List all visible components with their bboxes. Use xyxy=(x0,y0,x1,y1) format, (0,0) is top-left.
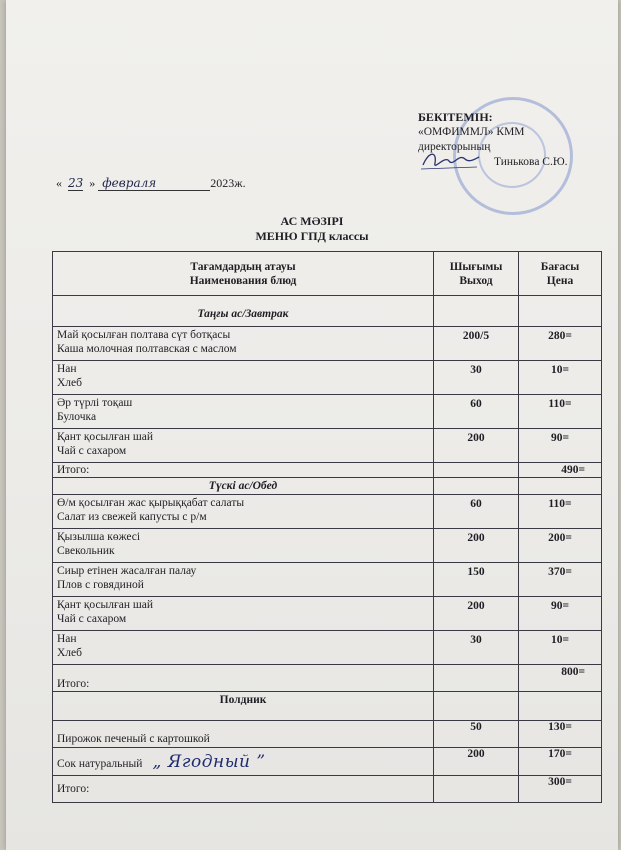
dish-output: 30 xyxy=(434,361,519,395)
dish-name-kz: Нан xyxy=(57,633,77,645)
section-title: Полдник xyxy=(53,692,434,721)
dish-name-ru: Свекольник xyxy=(57,545,115,557)
section-breakfast xyxy=(53,296,602,327)
table-row xyxy=(53,395,602,429)
menu-sheet xyxy=(6,0,618,850)
dish-output: 200 xyxy=(434,748,519,776)
dish-name-ru: Хлеб xyxy=(57,647,82,659)
dish-name: Пирожок печеный с картошкой xyxy=(53,721,434,748)
section-lunch xyxy=(53,478,602,495)
total-value: 300= xyxy=(519,776,602,803)
dish-name: Сок натуральный xyxy=(57,757,143,770)
dish-price: 280= xyxy=(519,327,602,361)
dish-price: 10= xyxy=(519,361,602,395)
total-row-lunch xyxy=(53,665,602,692)
dish-output: 200 xyxy=(434,597,519,631)
dish-price: 90= xyxy=(519,597,602,631)
table-row xyxy=(53,327,602,361)
dish-name-kz: Қант қосылған шай xyxy=(57,599,153,611)
dish-price: 370= xyxy=(519,563,602,597)
header-output-kz: Шығымы xyxy=(449,260,503,273)
header-row xyxy=(53,252,602,296)
header-name xyxy=(53,252,434,296)
dish-name-ru: Чай с сахаром xyxy=(57,445,127,457)
dish-name-kz: Қант қосылған шай xyxy=(57,431,153,443)
approval-position: директорының xyxy=(418,141,491,153)
section-title: Таңғы ас/Завтрак xyxy=(53,296,434,327)
menu-table xyxy=(52,251,602,803)
dish-name-kz: Май қосылған полтава сүт ботқасы xyxy=(57,329,231,341)
dish-output: 60 xyxy=(434,495,519,529)
total-label: Итого: xyxy=(53,463,434,478)
header-output-ru: Выход xyxy=(459,274,493,287)
dish-output: 60 xyxy=(434,395,519,429)
approval-heading: БЕКІТЕМІН: xyxy=(418,110,493,124)
section-title: Түскі ас/Обед xyxy=(53,478,434,495)
dish-output: 200/5 xyxy=(434,327,519,361)
table-row xyxy=(53,361,602,395)
total-label: Итого: xyxy=(53,776,434,803)
date-month: февраля xyxy=(98,176,210,191)
dish-output: 30 xyxy=(434,631,519,665)
header-price xyxy=(519,252,602,296)
total-label: Итого: xyxy=(53,665,434,692)
approval-org: «ОМФИММЛ» КММ xyxy=(418,126,525,138)
table-row xyxy=(53,748,602,776)
dish-output: 50 xyxy=(434,721,519,748)
approval-date xyxy=(56,176,246,191)
header-name-ru: Наименования блюд xyxy=(189,274,297,287)
dish-output: 200 xyxy=(434,529,519,563)
dish-name-ru: Булочка xyxy=(57,411,97,423)
table-row xyxy=(53,597,602,631)
date-close-quote: » xyxy=(89,176,96,190)
dish-name-kz: Ө/м қосылған жас қырыққабат салаты xyxy=(57,497,245,509)
dish-price: 110= xyxy=(519,395,602,429)
table-row xyxy=(53,429,602,463)
total-value: 800= xyxy=(519,665,602,692)
total-row-snack xyxy=(53,776,602,803)
dish-name-kz: Әр түрлі тоқаш xyxy=(57,397,133,409)
dish-name-kz: Сиыр етінен жасалған палау xyxy=(57,565,197,577)
table-row xyxy=(53,529,602,563)
date-day: 23 xyxy=(68,176,84,190)
date-year: 2023ж. xyxy=(210,176,246,190)
title-kz: АС МӘЗІРІ xyxy=(280,214,344,228)
dish-price: 200= xyxy=(519,529,602,563)
header-price-kz: Бағасы xyxy=(540,260,580,273)
dish-name-ru: Салат из свежей капусты с р/м xyxy=(57,511,207,523)
dish-price: 130= xyxy=(519,721,602,748)
total-value: 490= xyxy=(519,463,602,478)
header-price-ru: Цена xyxy=(546,274,574,287)
dish-name-ru: Каша молочная полтавская с маслом xyxy=(57,343,237,355)
date-open-quote: « xyxy=(56,176,62,190)
dish-name-ru: Хлеб xyxy=(57,377,82,389)
dish-price: 10= xyxy=(519,631,602,665)
signature-mark xyxy=(419,145,481,175)
table-row xyxy=(53,495,602,529)
total-row-breakfast xyxy=(53,463,602,478)
dish-price: 90= xyxy=(519,429,602,463)
dish-output: 150 xyxy=(434,563,519,597)
title-ru: МЕНЮ ГПД классы xyxy=(255,229,369,243)
table-row xyxy=(53,631,602,665)
table-row xyxy=(53,721,602,748)
dish-name-ru: Чай с сахаром xyxy=(57,613,127,625)
dish-price: 110= xyxy=(519,495,602,529)
dish-output: 200 xyxy=(434,429,519,463)
header-name-kz: Тағамдардың атауы xyxy=(190,260,296,273)
table-row xyxy=(53,563,602,597)
dish-name-kz: Қызылша көжесі xyxy=(57,531,141,543)
approval-signer: Тинькова С.Ю. xyxy=(494,156,568,168)
header-output xyxy=(434,252,519,296)
dish-name-kz: Нан xyxy=(57,363,77,375)
dish-price: 170= xyxy=(519,748,602,776)
dish-name-ru: Плов с говядиной xyxy=(57,579,144,591)
handwritten-note: „ Ягодный ” xyxy=(152,751,266,772)
section-snack xyxy=(53,692,602,721)
